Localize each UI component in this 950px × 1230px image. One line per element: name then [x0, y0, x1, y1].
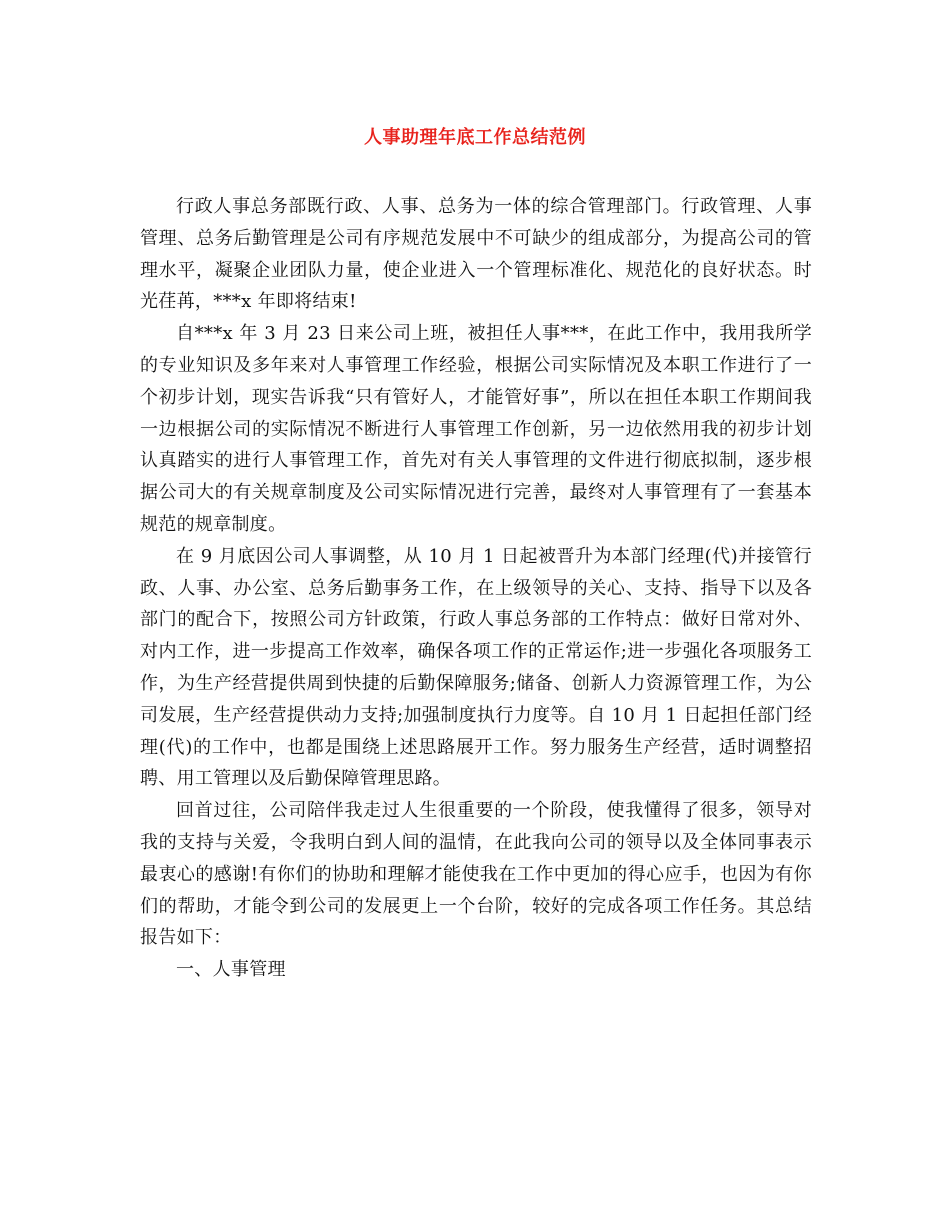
section-heading-hr-management: 一、人事管理	[176, 959, 286, 981]
document-title: 人事助理年底工作总结范例	[364, 127, 586, 148]
paragraph-intro: 行政人事总务部既行政、人事、总务为一体的综合管理部门。行政管理、人事管理、总务后勤管理是公司有序规范发展中不可缺少的组成部分，为提高公司的管理水平，凝聚企业团队力量，使企业进入一个管理标准化、规范化的良好状态。时光荏苒，***x 年即将结束!	[140, 196, 812, 313]
paragraph-gratitude: 回首过往，公司陪伴我走过人生很重要的一个阶段，使我懂得了很多，领导对我的支持与关爱，令我明白到人间的温情，在此我向公司的领导以及全体同事表示最衷心的感谢!有你们的协助和理解才能使我在工作中更加的得心应手，也因为有你们的帮助，才能令到公司的发展更上一个台阶，较好的完成各项工作任务。其总结报告如下：	[140, 800, 812, 949]
paragraph-promotion: 在 9 月底因公司人事调整，从 10 月 1 日起被晋升为本部门经理(代)并接管行政、人事、办公室、总务后勤事务工作，在上级领导的关心、支持、指导下以及各部门的配合下，按照公司方针政策，行政人事总务部的工作特点：做好日常对外、对内工作，进一步提高工作效率，确保各项工作的正常运作;进一步强化各项服务工作，为生产经营提供周到快捷的后勤保障服务;储备、创新人力资源管理工作，为公司发展，生产经营提供动力支持;加强制度执行力度等。自 10 月 1 日起担任部门经理(代)的工作中，也都是围绕上述思路展开工作。努力服务生产经营，适时调整招聘、用工管理以及后勤保障管理思路。	[140, 545, 812, 790]
paragraph-start-work: 自***x 年 3 月 23 日来公司上班，被担任人事***，在此工作中，我用我所学的专业知识及多年来对人事管理工作经验，根据公司实际情况及本职工作进行了一个初步计划，现实告诉我“只有管好人，才能管好事”，所以在担任本职工作期间我一边根据公司的实际情况不断进行人事管理工作创新，另一边依然用我的初步计划认真踏实的进行人事管理工作，首先对有关人事管理的文件进行彻底拟制，逐步根据公司大的有关规章制度及公司实际情况进行完善，最终对人事管理有了一套基本规范的规章制度。	[140, 323, 812, 535]
document-body	[140, 191, 812, 986]
